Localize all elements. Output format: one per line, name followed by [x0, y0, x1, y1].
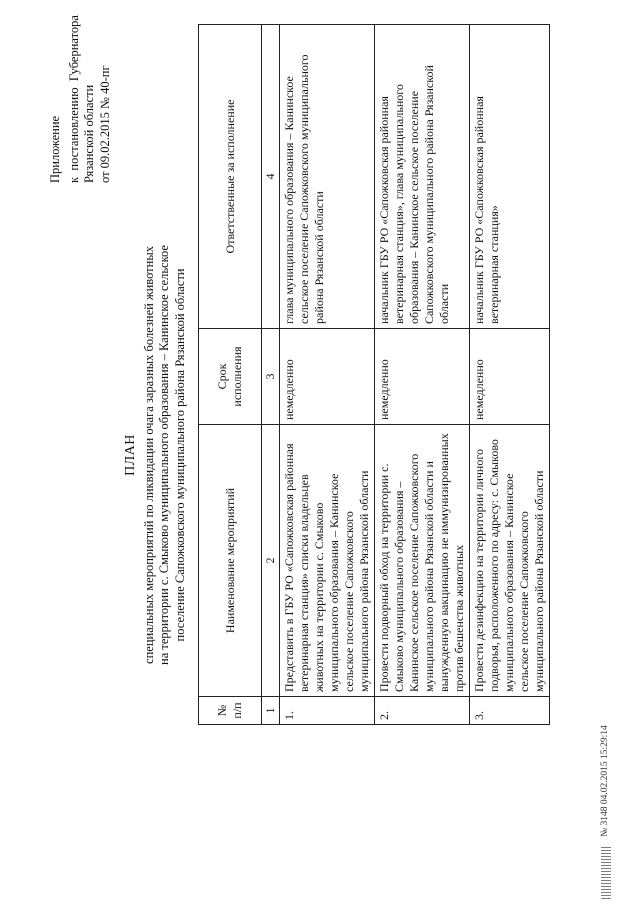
row-number: 3.: [470, 697, 550, 725]
table-row: [280, 25, 375, 725]
appendix-title: Приложение: [48, 115, 62, 183]
appendix-header: [48, 8, 114, 183]
table-row: [375, 25, 470, 725]
column-number: 3: [262, 329, 280, 425]
row-responsible: глава муниципального образования – Канинское сельское поселение Сапожковского муниципального района Рязанской области: [280, 25, 375, 329]
header-responsible: Ответственные за исполнение: [199, 25, 262, 329]
registration-stamp-text: № 3148 04.02.2015 15:29:14: [600, 725, 610, 837]
header-number: № п/п: [199, 697, 262, 725]
plan-subtitle-line-2: на территории с. Смыково муниципального образования – Канинское сельское: [157, 245, 172, 665]
row-responsible: начальник ГБУ РО «Сапожковская районная ветеринарная станция»: [470, 25, 550, 329]
plan-heading: ПЛАН: [123, 434, 138, 476]
appendix-date-number: от 09.02.2015 № 40-пг: [97, 65, 112, 183]
column-number: 4: [262, 25, 280, 329]
column-number: 1: [262, 697, 280, 725]
row-number: 2.: [375, 697, 470, 725]
row-responsible: начальник ГБУ РО «Сапожковская районная ветеринарная станция», глава муниципального образования – Канинское сельское поселение Сапожковского муниципального района Рязанской области: [375, 25, 470, 329]
column-number-row: [262, 25, 280, 725]
row-action: Провести подворный обход на территории с. Смыково муниципального образования – Канинское сельское поселение Сапожковского муниципального района Рязанской области и вынужденную вакцинацию не иммунизированных против бешенства животных: [375, 425, 470, 697]
plan-subtitle-line-1: специальных мероприятий по ликвидации очага заразных болезней животных: [141, 246, 156, 664]
appendix-governor: Губернатора: [66, 15, 81, 82]
row-deadline: немедленно: [375, 329, 470, 425]
plan-subtitle-line-3: поселение Сапожковского муниципального района Рязанской области: [172, 268, 187, 642]
registration-stamp: [600, 725, 612, 899]
appendix-resolution-line: [67, 15, 83, 183]
row-deadline: немедленно: [280, 329, 375, 425]
measures-table: [198, 24, 550, 725]
row-action: Провести дезинфекцию на территории личного подворья, расположенного по адресу: с. Смыково муниципального образования – Канинское сельское поселение Сапожковского муниципального района Рязанской области: [470, 425, 550, 697]
row-number: 1.: [280, 697, 375, 725]
barcode-icon: [601, 847, 611, 899]
table-header-row: [199, 25, 262, 725]
row-deadline: немедленно: [470, 329, 550, 425]
column-number: 2: [262, 425, 280, 697]
row-action: Представить в ГБУ РО «Сапожковская районная ветеринарная станция» списки владельцев животных на территории с. Смыково муниципального образования – Канинское сельское поселение Сапожковского муниципального района Рязанской области: [280, 425, 375, 697]
header-deadline: Срок исполнения: [199, 329, 262, 425]
appendix-resolution: постановлению: [66, 87, 81, 171]
table-row: [470, 25, 550, 725]
header-action: Наименование мероприятий: [199, 425, 262, 697]
plan-title-block: [122, 135, 188, 775]
appendix-region: Рязанской области: [82, 84, 97, 183]
appendix-prep: к: [66, 176, 81, 183]
